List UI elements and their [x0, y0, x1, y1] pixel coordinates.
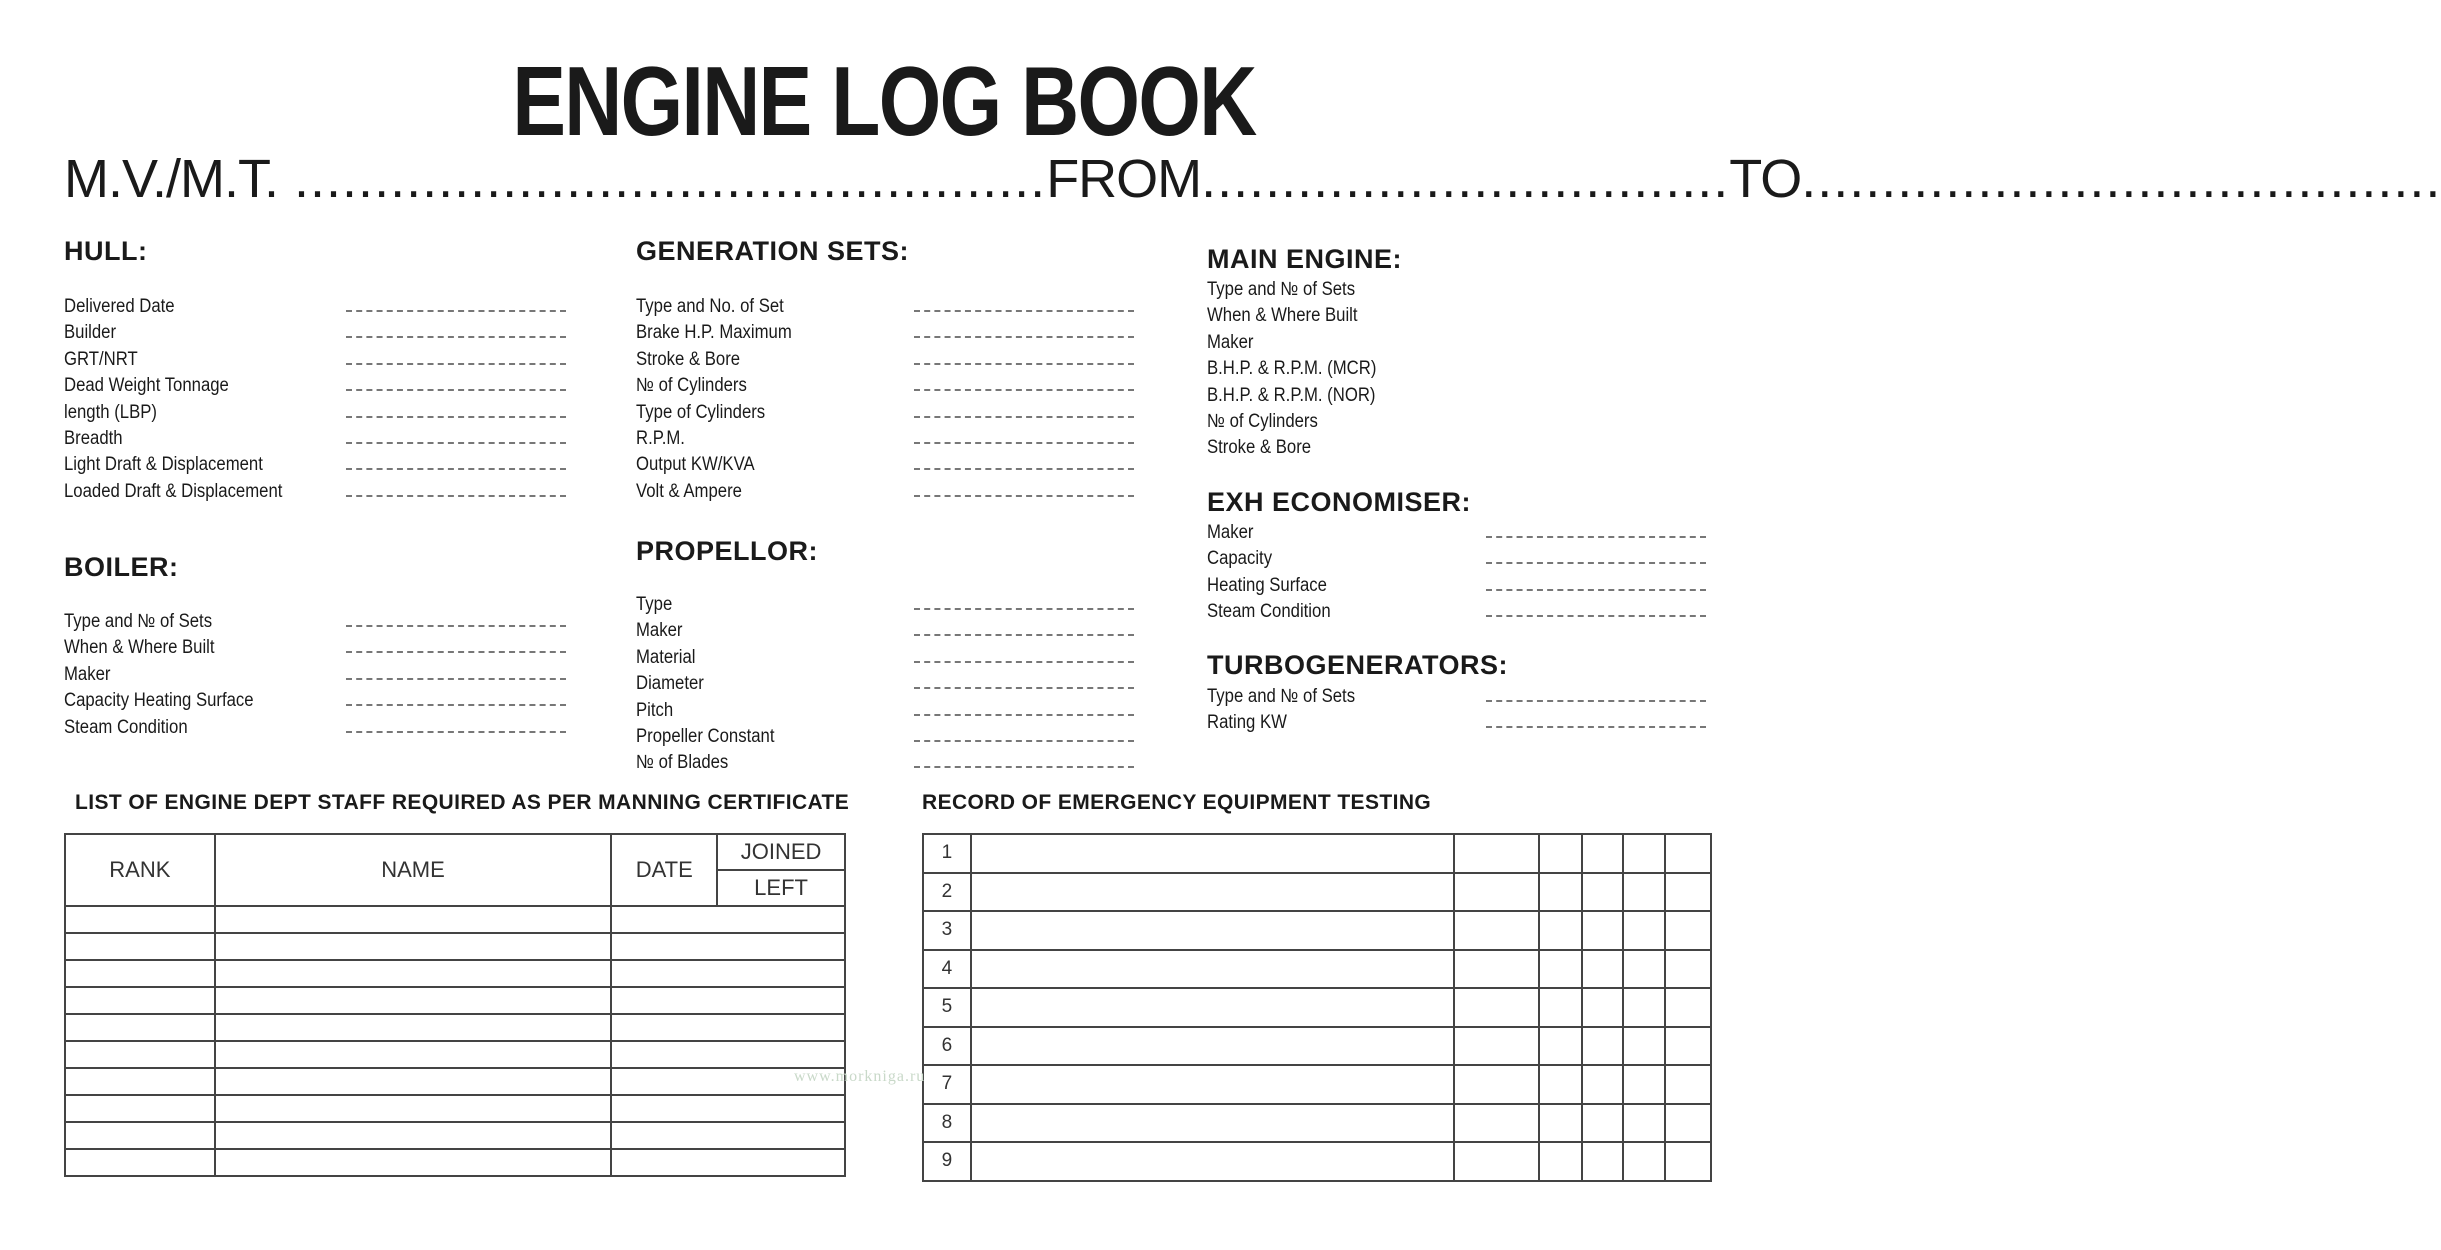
field-blank-line[interactable]: [346, 400, 566, 426]
entry-cell[interactable]: [1454, 988, 1539, 1027]
date-cell[interactable]: [611, 1014, 845, 1041]
exh-economiser-section-title: EXH ECONOMISER:: [1207, 487, 1472, 517]
field-label: Output KW/KVA: [636, 454, 755, 476]
boiler-section-title: BOILER:: [64, 552, 179, 582]
entry-cell[interactable]: [1623, 950, 1665, 989]
rank-cell[interactable]: [65, 933, 215, 960]
rank-cell[interactable]: [65, 906, 215, 933]
field-label: № of Cylinders: [636, 375, 747, 397]
field-label: Builder: [64, 322, 117, 344]
table-row: [65, 906, 845, 933]
table-row: [65, 1149, 845, 1176]
row-number: 5: [923, 988, 971, 1027]
date-cell[interactable]: [611, 1041, 845, 1068]
table-row: [65, 1041, 845, 1068]
from-blank[interactable]: .................................: [1201, 149, 1730, 209]
rank-header: RANK: [65, 834, 215, 906]
entry-cell[interactable]: [1539, 1104, 1582, 1143]
field-blank-line[interactable]: [914, 373, 1134, 399]
field-blank-line[interactable]: [1486, 546, 1706, 572]
date-cell[interactable]: [611, 933, 845, 960]
row-number: 2: [923, 873, 971, 912]
entry-cell[interactable]: [1582, 950, 1624, 989]
table-row: [65, 987, 845, 1014]
entry-cell[interactable]: [1623, 1142, 1665, 1181]
watermark: www.morkniga.ru: [794, 1068, 926, 1085]
field-label: Type and No. of Set: [636, 296, 784, 317]
field-blank-line[interactable]: [346, 347, 566, 373]
entry-cell[interactable]: [1665, 988, 1711, 1027]
rank-cell[interactable]: [65, 1149, 215, 1176]
entry-cell[interactable]: [971, 950, 1454, 989]
entry-cell[interactable]: [971, 911, 1454, 950]
entry-cell[interactable]: [1623, 911, 1665, 950]
table-row: [923, 873, 1711, 912]
field-blank-line[interactable]: [346, 688, 566, 714]
field-label: Pitch: [636, 699, 674, 721]
main-engine-field-list: [1207, 277, 1507, 462]
emergency-table-body: [923, 834, 1711, 1181]
entry-cell[interactable]: [971, 988, 1454, 1027]
emergency-testing-table: [922, 833, 1712, 1182]
field-label: Stroke & Bore: [1207, 437, 1312, 459]
field-label: When & Where Built: [64, 637, 215, 659]
exh-economiser-field-list: [1207, 520, 1487, 626]
main-engine-section-title: MAIN ENGINE:: [1207, 244, 1402, 274]
table-row: [65, 1095, 845, 1122]
field-blank-line[interactable]: [346, 373, 566, 399]
entry-cell[interactable]: [1582, 1142, 1624, 1181]
field-label: GRT/NRT: [64, 348, 138, 370]
vessel-name-blank[interactable]: ...............................................: [278, 149, 1047, 209]
field-label: Loaded Draft & Displacement: [64, 480, 283, 502]
table-row: [65, 933, 845, 960]
field-label: Maker: [64, 663, 111, 685]
entry-cell[interactable]: [1665, 1065, 1711, 1104]
field-blank-line[interactable]: [914, 294, 1134, 320]
vessel-label: M.V./M.T.: [64, 149, 279, 209]
field-blank-line[interactable]: [914, 452, 1134, 478]
name-cell[interactable]: [215, 1149, 612, 1176]
hull-field-list: [64, 294, 344, 505]
table-row: [923, 911, 1711, 950]
entry-cell[interactable]: [971, 834, 1454, 873]
field-label: Stroke & Bore: [636, 348, 741, 370]
field-label: Maker: [636, 620, 683, 642]
entry-cell[interactable]: [1539, 950, 1582, 989]
entry-cell[interactable]: [1665, 950, 1711, 989]
field-label: Delivered Date: [64, 296, 175, 317]
propellor-field-list: [636, 592, 916, 777]
boiler-blank-lines: [346, 609, 566, 741]
entry-cell[interactable]: [971, 1142, 1454, 1181]
table-row: [923, 1142, 1711, 1181]
entry-cell[interactable]: [1454, 1065, 1539, 1104]
field-label: B.H.P. & R.P.M. (NOR): [1207, 384, 1376, 406]
date-cell[interactable]: [611, 960, 845, 987]
generation-sets-section-title: GENERATION SETS:: [636, 236, 910, 266]
generation-sets-field-list: [636, 294, 916, 505]
field-blank-line[interactable]: [346, 715, 566, 741]
field-blank-line[interactable]: [914, 426, 1134, 452]
entry-cell[interactable]: [1539, 988, 1582, 1027]
entry-cell[interactable]: [1454, 950, 1539, 989]
field-label: Brake H.P. Maximum: [636, 322, 792, 344]
name-cell[interactable]: [215, 960, 612, 987]
field-label: Capacity Heating Surface: [64, 690, 254, 712]
entry-cell[interactable]: [1665, 873, 1711, 912]
entry-cell[interactable]: [1582, 873, 1624, 912]
field-blank-line[interactable]: [914, 479, 1134, 505]
table-row: [65, 1068, 845, 1095]
entry-cell[interactable]: [1665, 1142, 1711, 1181]
name-cell[interactable]: [215, 1122, 612, 1149]
table-row: [65, 1122, 845, 1149]
name-cell[interactable]: [215, 1014, 612, 1041]
entry-cell[interactable]: [1454, 1142, 1539, 1181]
field-label: Type and № of Sets: [1207, 686, 1356, 707]
date-cell[interactable]: [611, 1095, 845, 1122]
field-blank-line[interactable]: [914, 724, 1134, 750]
table-row: [923, 950, 1711, 989]
entry-cell[interactable]: [1623, 1065, 1665, 1104]
field-label: length (LBP): [64, 401, 157, 423]
rank-cell[interactable]: [65, 1041, 215, 1068]
field-blank-line[interactable]: [914, 698, 1134, 724]
entry-cell[interactable]: [1539, 911, 1582, 950]
rank-cell[interactable]: [65, 960, 215, 987]
table-row: [923, 834, 1711, 873]
from-label: FROM: [1046, 149, 1202, 209]
entry-cell[interactable]: [1454, 1104, 1539, 1143]
field-label: Breadth: [64, 428, 123, 450]
name-cell[interactable]: [215, 906, 612, 933]
entry-cell[interactable]: [1454, 911, 1539, 950]
entry-cell[interactable]: [1454, 873, 1539, 912]
name-cell[interactable]: [215, 987, 612, 1014]
field-label: Type and № of Sets: [1207, 279, 1356, 300]
joined-header: JOINED: [717, 834, 845, 870]
staff-table-title: LIST OF ENGINE DEPT STAFF REQUIRED AS PER MANNING CERTIFICATE: [75, 791, 850, 814]
field-blank-line[interactable]: [1486, 710, 1706, 736]
rank-cell[interactable]: [65, 1068, 215, 1095]
entry-cell[interactable]: [1623, 1104, 1665, 1143]
entry-cell[interactable]: [1665, 911, 1711, 950]
hull-blank-lines: [346, 294, 566, 505]
field-blank-line[interactable]: [1486, 520, 1706, 546]
entry-cell[interactable]: [1665, 834, 1711, 873]
turbogenerators-blank-lines: [1486, 684, 1706, 737]
field-blank-line[interactable]: [914, 750, 1134, 776]
field-blank-line[interactable]: [914, 592, 1134, 618]
field-label: № of Cylinders: [1207, 411, 1318, 433]
field-label: Heating Surface: [1207, 574, 1327, 596]
field-blank-line[interactable]: [346, 609, 566, 635]
table-row: [923, 1065, 1711, 1104]
field-blank-line[interactable]: [346, 320, 566, 346]
rank-cell[interactable]: [65, 987, 215, 1014]
row-number: 4: [923, 950, 971, 989]
field-blank-line[interactable]: [1486, 684, 1706, 710]
entry-cell[interactable]: [1623, 873, 1665, 912]
field-label: Type: [636, 594, 673, 615]
entry-cell[interactable]: [1582, 834, 1624, 873]
row-number: 8: [923, 1104, 971, 1143]
propellor-blank-lines: [914, 592, 1134, 777]
field-label: When & Where Built: [1207, 305, 1358, 327]
field-label: Material: [636, 646, 696, 668]
rank-cell[interactable]: [65, 1122, 215, 1149]
table-row: [65, 960, 845, 987]
boiler-field-list: [64, 609, 344, 741]
name-cell[interactable]: [215, 933, 612, 960]
exh-economiser-blank-lines: [1486, 520, 1706, 626]
turbogenerators-section-title: TURBOGENERATORS:: [1207, 650, 1509, 680]
turbogenerators-field-list: [1207, 684, 1487, 737]
entry-cell[interactable]: [1539, 1142, 1582, 1181]
field-label: Light Draft & Displacement: [64, 454, 263, 476]
entry-cell[interactable]: [1539, 1027, 1582, 1066]
staff-table-body: [65, 906, 845, 1176]
entry-cell[interactable]: [1539, 834, 1582, 873]
field-label: Type and № of Sets: [64, 611, 213, 632]
to-label: TO: [1729, 149, 1802, 209]
entry-cell[interactable]: [1623, 988, 1665, 1027]
field-label: Maker: [1207, 522, 1254, 543]
field-label: R.P.M.: [636, 428, 685, 450]
row-number: 1: [923, 834, 971, 873]
entry-cell[interactable]: [1582, 911, 1624, 950]
name-cell[interactable]: [215, 1041, 612, 1068]
entry-cell[interactable]: [1539, 873, 1582, 912]
to-blank[interactable]: ........................................: [1801, 149, 2441, 209]
table-row: [923, 1027, 1711, 1066]
field-label: Rating KW: [1207, 712, 1287, 734]
entry-cell[interactable]: [971, 873, 1454, 912]
field-label: Diameter: [636, 673, 704, 695]
field-blank-line[interactable]: [346, 452, 566, 478]
date-cell[interactable]: [611, 1149, 845, 1176]
field-blank-line[interactable]: [1486, 599, 1706, 625]
date-cell[interactable]: [611, 987, 845, 1014]
entry-cell[interactable]: [1454, 834, 1539, 873]
page-title: ENGINE LOG BOOK: [512, 46, 1256, 156]
entry-cell[interactable]: [1454, 1027, 1539, 1066]
vessel-voyage-line: [64, 149, 2441, 209]
entry-cell[interactable]: [1539, 1065, 1582, 1104]
name-cell[interactable]: [215, 1095, 612, 1122]
entry-cell[interactable]: [1623, 834, 1665, 873]
name-header: NAME: [215, 834, 612, 906]
field-blank-line[interactable]: [1486, 573, 1706, 599]
hull-section-title: HULL:: [64, 236, 148, 266]
field-blank-line[interactable]: [346, 426, 566, 452]
field-label: № of Blades: [636, 752, 729, 774]
field-blank-line[interactable]: [346, 662, 566, 688]
field-label: Volt & Ampere: [636, 480, 742, 502]
propellor-section-title: PROPELLOR:: [636, 536, 819, 566]
table-row: [65, 1014, 845, 1041]
table-row: [923, 988, 1711, 1027]
row-number: 6: [923, 1027, 971, 1066]
entry-cell[interactable]: [1665, 1027, 1711, 1066]
field-blank-line[interactable]: [346, 479, 566, 505]
staff-table: [64, 833, 846, 1177]
field-label: Capacity: [1207, 548, 1273, 570]
emergency-table-title: RECORD OF EMERGENCY EQUIPMENT TESTING: [922, 791, 1432, 814]
rank-cell[interactable]: [65, 1095, 215, 1122]
row-number: 9: [923, 1142, 971, 1181]
entry-cell[interactable]: [1665, 1104, 1711, 1143]
rank-cell[interactable]: [65, 1014, 215, 1041]
field-label: Steam Condition: [64, 716, 188, 738]
date-header: DATE: [611, 834, 717, 906]
entry-cell[interactable]: [971, 1104, 1454, 1143]
field-label: B.H.P. & R.P.M. (MCR): [1207, 358, 1377, 380]
name-cell[interactable]: [215, 1068, 612, 1095]
entry-cell[interactable]: [971, 1027, 1454, 1066]
field-label: Maker: [1207, 331, 1254, 353]
entry-cell[interactable]: [1582, 1104, 1624, 1143]
field-label: Type of Cylinders: [636, 401, 766, 423]
entry-cell[interactable]: [1582, 1027, 1624, 1066]
field-blank-line[interactable]: [914, 347, 1134, 373]
table-row: [923, 1104, 1711, 1143]
generation-sets-blank-lines: [914, 294, 1134, 505]
field-blank-line[interactable]: [914, 320, 1134, 346]
field-blank-line[interactable]: [914, 671, 1134, 697]
entry-cell[interactable]: [1582, 1065, 1624, 1104]
date-cell[interactable]: [611, 906, 845, 933]
row-number: 3: [923, 911, 971, 950]
field-blank-line[interactable]: [346, 294, 566, 320]
date-cell[interactable]: [611, 1122, 845, 1149]
entry-cell[interactable]: [971, 1065, 1454, 1104]
field-label: Steam Condition: [1207, 601, 1331, 623]
field-label: Dead Weight Tonnage: [64, 375, 229, 397]
row-number: 7: [923, 1065, 971, 1104]
left-header: LEFT: [717, 870, 845, 906]
field-label: Propeller Constant: [636, 726, 775, 748]
field-blank-line[interactable]: [914, 618, 1134, 644]
field-blank-line[interactable]: [914, 400, 1134, 426]
field-blank-line[interactable]: [346, 635, 566, 661]
field-blank-line[interactable]: [914, 645, 1134, 671]
entry-cell[interactable]: [1623, 1027, 1665, 1066]
entry-cell[interactable]: [1582, 988, 1624, 1027]
